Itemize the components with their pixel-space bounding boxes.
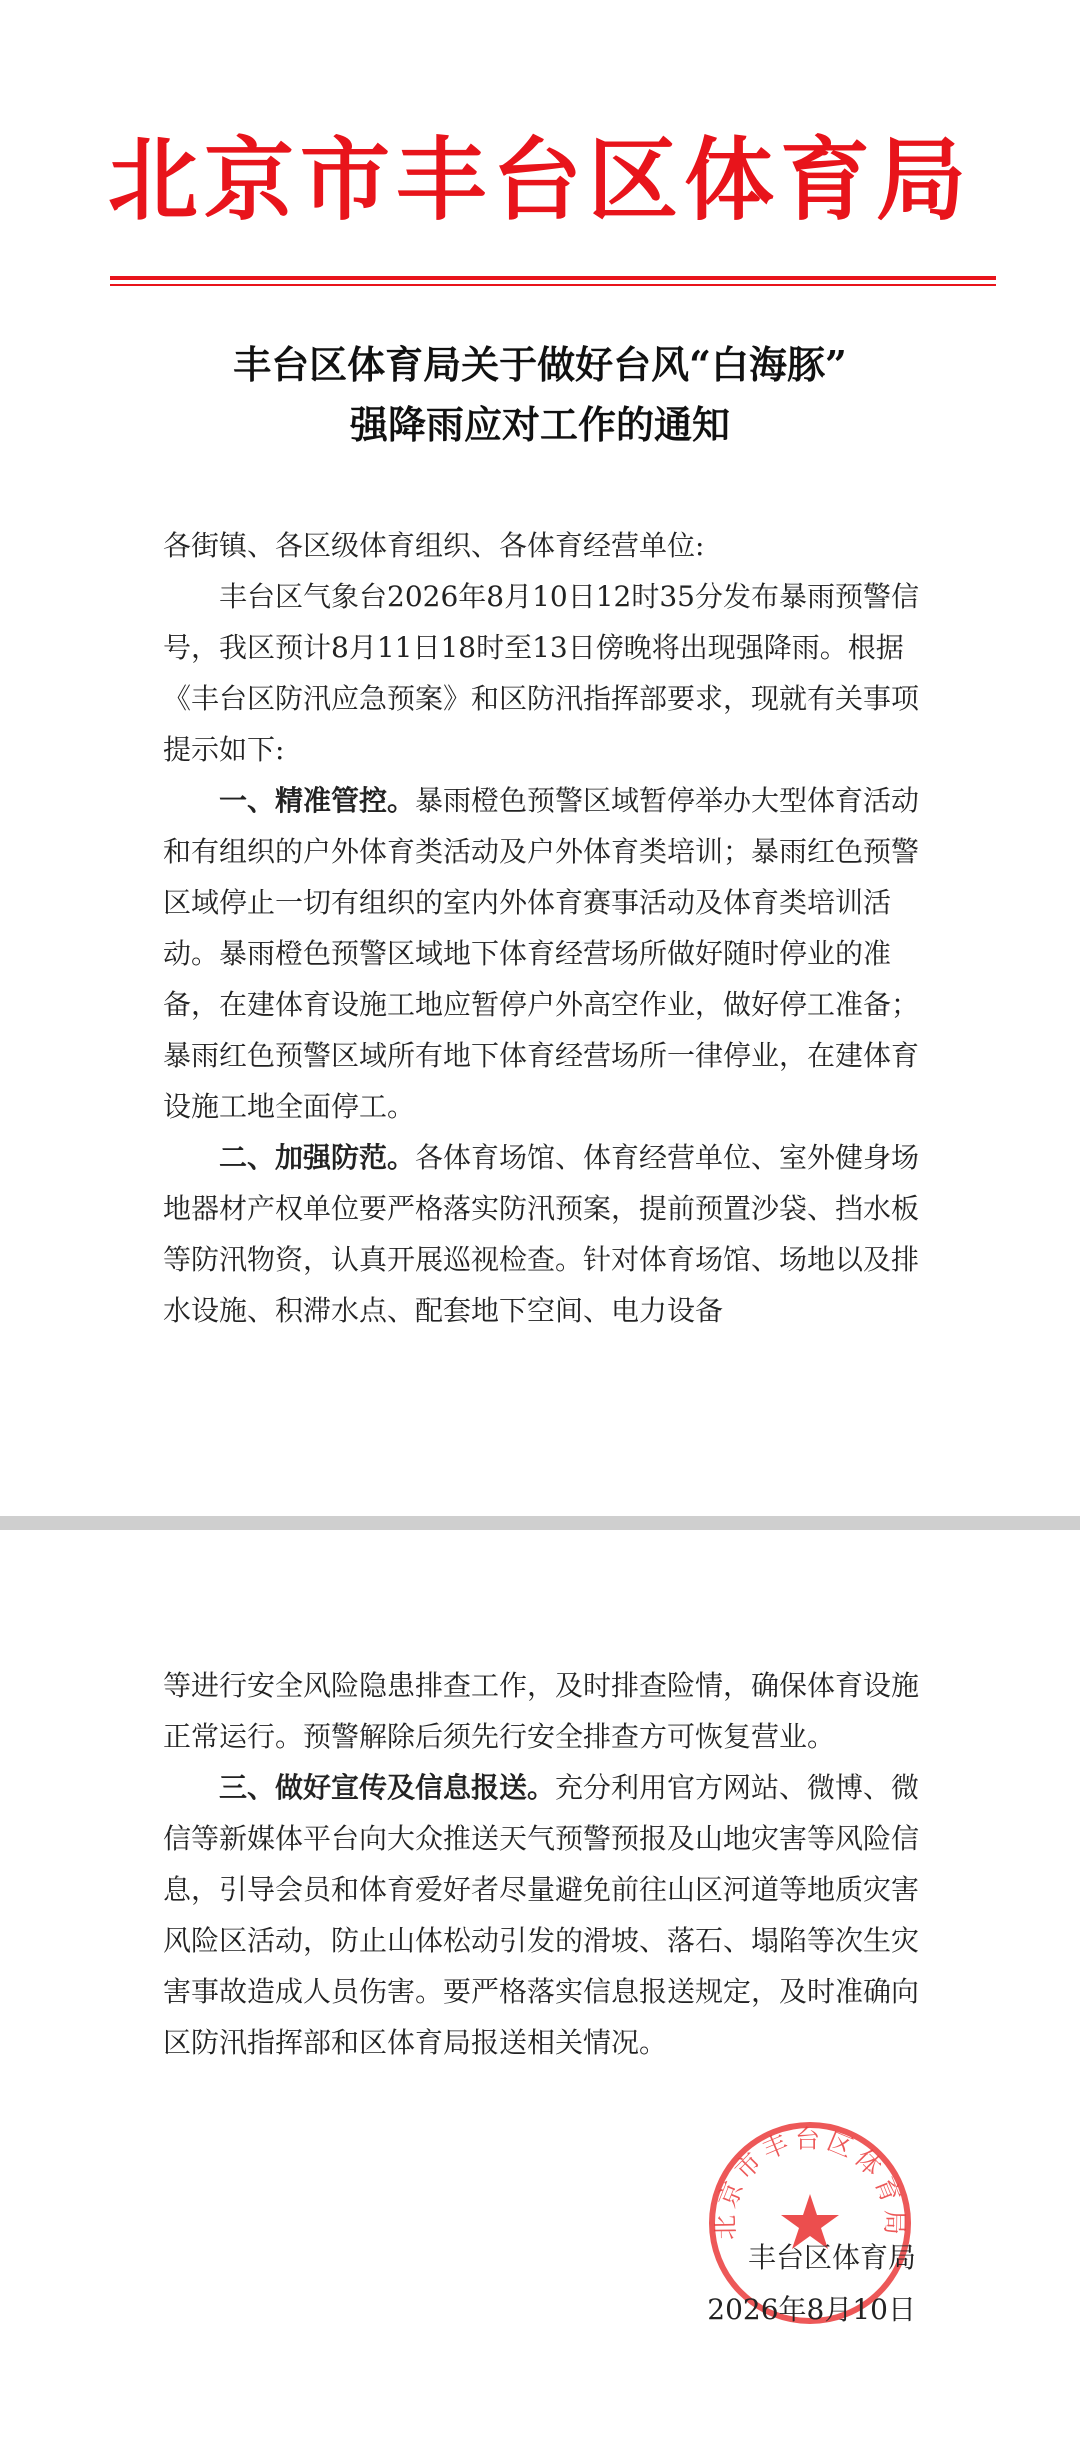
notice-title-line2: 强降雨应对工作的通知 — [349, 402, 730, 447]
notice-body-page2 — [163, 1660, 923, 2068]
section-2-paragraph — [163, 1132, 923, 1336]
notice-body-page1 — [163, 520, 923, 1336]
section-2-text-part1: 各体育场馆、体育经营单位、室外健身场地器材产权单位要严格落实防汛预案，提前预置沙袋、挡水板等防汛物资，认真开展巡视检查。针对体育场馆、场地以及排水设施、积滞水点、配套地下空间、电力设备 — [163, 1141, 920, 1327]
section-1-heading: 一、精准管控。 — [219, 784, 416, 817]
page-divider — [0, 1516, 1080, 1530]
section-2-heading: 二、加强防范。 — [219, 1141, 416, 1174]
signature-date: 2026年8月10日 — [707, 2293, 916, 2326]
intro-paragraph: 丰台区气象台2026年8月10日12时35分发布暴雨预警信号，我区预计8月11日18时至13日傍晚将出现强降雨。根据《丰台区防汛应急预案》和区防汛指挥部要求，现就有关事项提示如下: — [163, 580, 920, 766]
letterhead-title: 北京市丰台区体育局 — [108, 127, 972, 233]
section-3-text: 充分利用官方网站、微博、微信等新媒体平台向大众推送天气预警预报及山地灾害等风险信息，引导会员和体育爱好者尽量避免前往山区河道等地质灾害风险区活动，防止山体松动引发的滑坡、落石、塌陷等次生灾害事故造成人员伤害。要严格落实信息报送规定，及时准确向区防汛指挥部和区体育局报送相关情况。 — [163, 1771, 920, 2059]
section-1-paragraph — [163, 775, 923, 1132]
section-3-heading: 三、做好宣传及信息报送。 — [219, 1771, 556, 1804]
signature-organization: 丰台区体育局 — [747, 2241, 916, 2274]
section-1-text: 暴雨橙色预警区域暂停举办大型体育活动和有组织的户外体育类活动及户外体育类培训；暴雨红色预警区域停止一切有组织的室内外体育赛事活动及体育类培训活动。暴雨橙色预警区域地下体育经营场所做好随时停业的准备，在建体育设施工地应暂停户外高空作业，做好停工准备；暴雨红色预警区域所有地下体育经营场所一律停业，在建体育设施工地全面停工。 — [163, 784, 920, 1123]
salutation: 各街镇、各区级体育组织、各体育经营单位: — [163, 529, 705, 562]
letterhead-rule-thick — [110, 276, 996, 280]
notice-title-line1: 丰台区体育局关于做好台风“白海豚” — [233, 342, 847, 387]
seal-text: 北京市丰台区体育局 — [710, 2124, 910, 2241]
letterhead-rule-thin — [110, 284, 996, 286]
section-3-paragraph — [163, 1762, 923, 2068]
section-2-continuation: 等进行安全风险隐患排查工作，及时排查险情，确保体育设施正常运行。预警解除后须先行安全排查方可恢复营业。 — [163, 1669, 920, 1753]
